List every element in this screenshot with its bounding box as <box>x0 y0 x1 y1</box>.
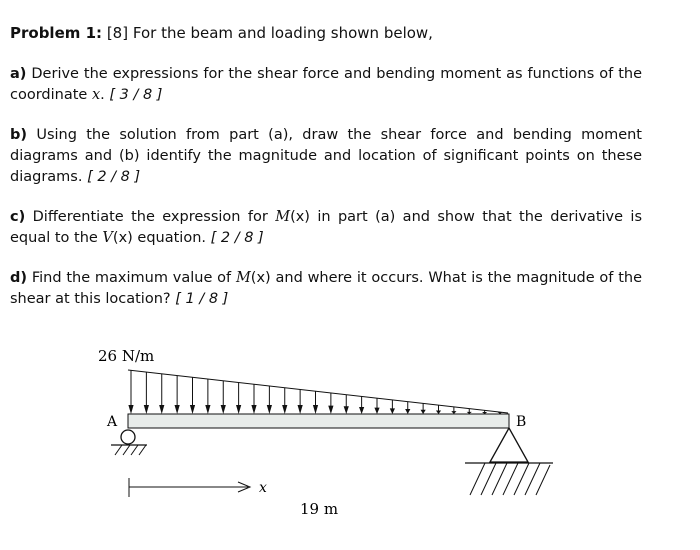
hatch <box>139 445 146 455</box>
load-arrow-head <box>128 405 133 414</box>
variable-v: V <box>102 230 113 246</box>
question-points: [ 3 / 8 ] <box>109 87 163 103</box>
problem-points: [8] <box>106 24 129 42</box>
load-arrow-head <box>436 410 441 414</box>
load-arrow-head <box>344 406 349 414</box>
question-label: d) <box>10 270 28 286</box>
question-text: . <box>100 87 105 103</box>
pin-triangle <box>490 428 528 462</box>
beam <box>128 414 509 428</box>
load-arrow-head <box>267 405 272 414</box>
question-label: b) <box>10 127 28 143</box>
roller-circle <box>121 430 135 444</box>
question-text: equation. <box>132 230 207 246</box>
function-argument: (x) <box>112 230 133 246</box>
hatch <box>123 445 130 455</box>
load-label: 26 N/m <box>98 347 155 365</box>
load-arrow-head <box>390 408 395 414</box>
load-arrow-head <box>421 410 426 414</box>
support-a-label: A <box>107 414 118 430</box>
load-arrow-head <box>205 405 210 414</box>
variable-x: x <box>91 87 101 103</box>
load-arrow-head <box>313 405 318 414</box>
variable-m: M <box>275 209 291 225</box>
load-arrow-head <box>236 405 241 414</box>
load-arrow-head <box>144 405 149 414</box>
question-text: Find the maximum value of <box>31 270 236 286</box>
hatch <box>536 465 550 495</box>
function-argument: (x) <box>250 270 271 286</box>
question-points: [ 2 / 8 ] <box>210 230 264 246</box>
question-text: and where it occurs. What is the magnitude of the shear at this location? <box>10 270 642 307</box>
load-arrow-head <box>298 405 303 414</box>
load-arrow-head <box>359 407 364 414</box>
question-text: Using the solution from part (a), draw the shear force and bending moment diagrams and (b) identify the magnitude and location of significant points on these diagrams. <box>10 127 642 185</box>
hatch <box>131 445 138 455</box>
function-argument: (x) <box>290 209 310 225</box>
load-arrow-head <box>374 408 379 414</box>
question-label: c) <box>10 209 26 225</box>
question-label: a) <box>10 66 27 82</box>
load-top-line <box>128 370 508 413</box>
question-text: in part (a) and show that the derivative is equal to the <box>10 209 643 246</box>
question-points: [ 2 / 8 ] <box>87 169 141 185</box>
span-label: 19 m <box>300 500 339 518</box>
question-text: Derive the expressions for the shear force and bending moment as functions of the coordinate <box>10 66 642 103</box>
load-arrow-head <box>251 405 256 414</box>
load-arrow-head <box>328 406 333 414</box>
load-arrow-head <box>221 405 226 414</box>
x-coordinate-arrow <box>129 478 267 497</box>
problem-label: Problem 1: <box>10 24 103 42</box>
support-b-label: B <box>516 414 527 430</box>
load-arrow-head <box>405 409 410 414</box>
hatch <box>115 445 122 455</box>
x-coordinate-label: x <box>259 480 267 496</box>
load-arrow-head <box>175 405 180 414</box>
load-arrow-head <box>190 405 195 414</box>
variable-m: M <box>235 270 251 286</box>
load-arrow-head <box>159 405 164 414</box>
question-points: [ 1 / 8 ] <box>175 291 229 307</box>
problem-intro: For the beam and loading shown below, <box>132 24 433 42</box>
load-arrow-head <box>282 405 287 414</box>
question-text: Differentiate the expression for <box>32 209 276 225</box>
